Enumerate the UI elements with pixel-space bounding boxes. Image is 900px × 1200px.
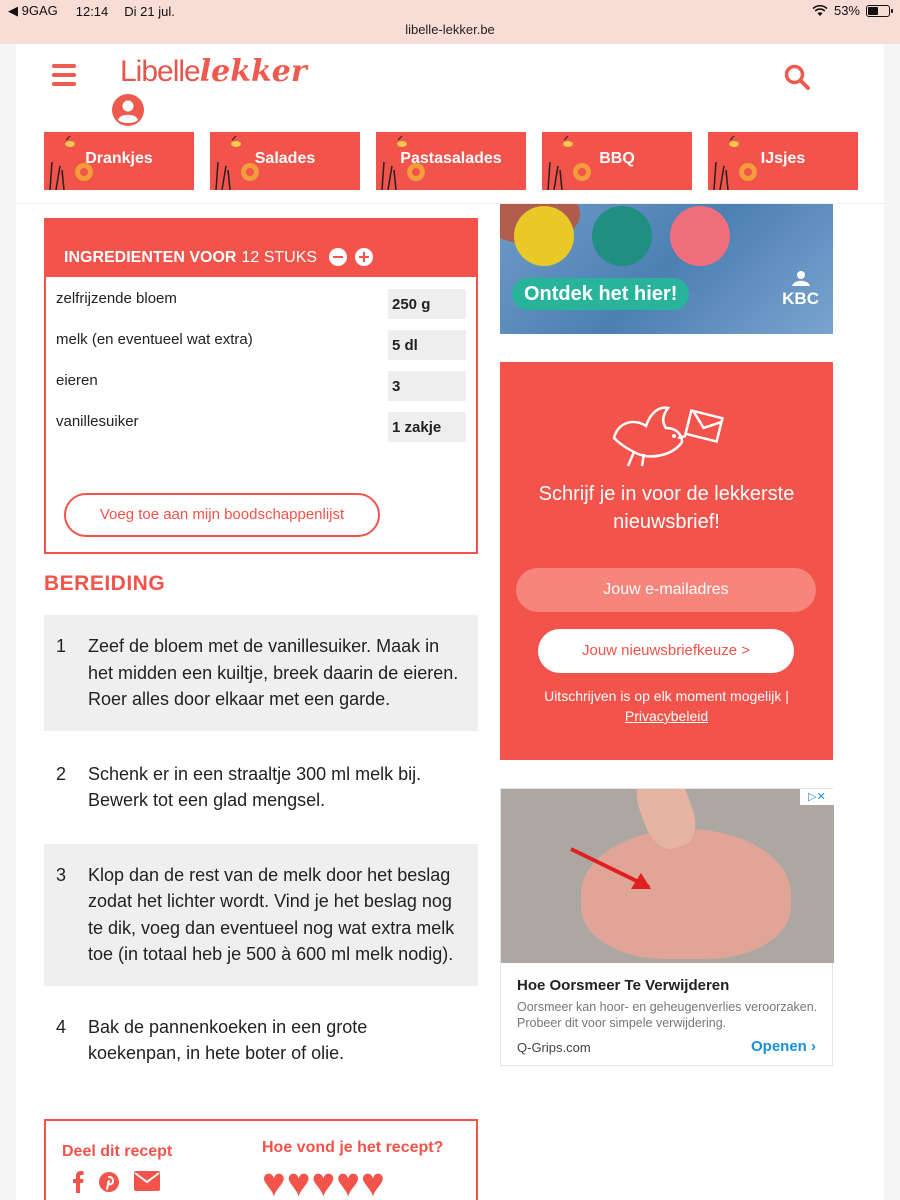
status-left (8, 3, 175, 19)
battery-percent: 53% (833, 3, 860, 18)
heart-icon[interactable]: ♥ (311, 1161, 336, 1200)
wifi-icon (812, 5, 828, 17)
step-number: 4 (56, 1016, 67, 1037)
ad-open-button[interactable]: Openen › (750, 1038, 816, 1055)
step-text: Schenk er in een straaltje 300 ml melk bij. Bewerk tot een glad mengsel. (88, 763, 422, 810)
kbc-ad-cta[interactable]: Ontdek het hier! (512, 278, 689, 310)
status-right (812, 3, 890, 18)
share-title: Deel dit recept (62, 1143, 173, 1160)
email-input[interactable]: Jouw e-mailadres (516, 568, 816, 612)
newsletter-signup (500, 362, 833, 760)
pinterest-icon[interactable] (98, 1171, 120, 1193)
newsletter-note: Uitschrijven is op elk moment mogelijk | Privacybeleid (544, 688, 789, 724)
heart-icon[interactable]: ♥ (336, 1161, 360, 1200)
ring-product-circle (592, 206, 652, 266)
ad-image[interactable] (501, 789, 834, 963)
preparation-title: BEREIDING (44, 572, 166, 595)
category-drankjes[interactable]: Drankjes (44, 132, 194, 190)
bird-envelope-icon (604, 392, 728, 468)
recipe-feedback (44, 1119, 478, 1200)
heart-icon[interactable]: ♥ (262, 1161, 286, 1200)
category-pastasalades[interactable]: Pastasalades (376, 132, 526, 190)
status-time: 12:14 (75, 3, 109, 19)
category-nav (44, 132, 858, 190)
url-bar[interactable]: libelle-lekker.be (405, 22, 495, 37)
chevron-right-icon: › (811, 1038, 816, 1055)
newsletter-heading: Schrijf je in voor de lekkerste nieuwsbrief! (538, 483, 795, 533)
ad-description: Oorsmeer kan hoor- en geheugenverlies veroorzaken. Probeer dit voor simpele verwijdering. (517, 1000, 818, 1030)
ingredients-title: INGREDIENTEN VOOR (64, 248, 237, 266)
ingredient-name: melk (en eventueel wat extra) (56, 331, 253, 348)
step-number: 1 (56, 636, 67, 656)
preparation-step (44, 731, 478, 844)
site-header (16, 44, 884, 204)
ingredient-quantity: 1 zakje (388, 412, 466, 442)
step-text: Zeef de bloem met de vanillesuiker. Maak in het midden een kuiltje, breek daarin de eieren. Roer alles door elkaar met een garde. (88, 636, 459, 709)
servings-count: 12 STUKS (241, 248, 318, 266)
rating-hearts (262, 1163, 385, 1200)
ad-source: Q-Grips.com (517, 1040, 591, 1055)
ad-title[interactable]: Hoe Oorsmeer Te Verwijderen (517, 977, 730, 994)
red-arrow-icon (501, 789, 834, 963)
step-text: Bak de pannenkoeken in een grote koekenpan, in hete boter of olie. (88, 1016, 368, 1063)
preparation-step (44, 615, 478, 731)
watch-product-circle (670, 206, 730, 266)
kbc-person-icon (790, 270, 812, 286)
heart-icon[interactable]: ♥ (361, 1161, 385, 1200)
page (16, 44, 884, 1200)
ingredients-box (44, 218, 478, 554)
ingredient-row (56, 283, 466, 324)
share-icons (72, 1171, 160, 1193)
back-to-app[interactable]: ◀ 9GAG (8, 3, 58, 18)
increase-servings-icon[interactable] (355, 248, 373, 266)
status-date: Di 21 jul. (124, 3, 175, 19)
ingredient-row (56, 365, 466, 406)
ingredient-list (46, 277, 476, 447)
step-number: 3 (56, 864, 67, 885)
category-salades[interactable]: Salades (210, 132, 360, 190)
search-icon[interactable] (784, 64, 810, 90)
kbc-ad-banner[interactable] (500, 204, 833, 334)
ring-product-circle (514, 206, 574, 266)
ingredient-name: vanillesuiker (56, 413, 139, 430)
ingredient-name: zelfrijzende bloem (56, 290, 177, 307)
add-to-shopping-list-button[interactable]: Voeg toe aan mijn boodschappenlijst (64, 493, 380, 537)
preparation-step (44, 986, 478, 1085)
adchoices-icon[interactable]: ▷✕ (800, 789, 834, 805)
step-number: 2 (56, 763, 67, 784)
battery-icon (866, 5, 890, 17)
privacy-link[interactable]: Privacybeleid (624, 708, 709, 724)
heart-icon[interactable]: ♥ (286, 1161, 311, 1200)
user-icon[interactable] (112, 94, 144, 126)
ingredients-header (46, 220, 476, 277)
rating-title: Hoe vond je het recept? (262, 1139, 444, 1156)
category-ijsjes[interactable]: IJsjes (708, 132, 858, 190)
ingredient-name: eieren (56, 372, 98, 389)
ingredient-row (56, 406, 466, 447)
preparation-step (44, 844, 478, 986)
menu-icon[interactable] (52, 64, 76, 86)
kbc-logo: KBC (782, 270, 819, 308)
step-text: Klop dan de rest van de melk door het beslag zodat het lichter wordt. Vind je het beslag nog te dik, voeg dan eventueel nog wat extra melk toe (in totaal heb je 500 à 600 ml melk nodig). (88, 864, 455, 964)
ingredient-row (56, 324, 466, 365)
status-bar (0, 0, 900, 44)
preparation-steps (44, 615, 478, 1085)
decrease-servings-icon[interactable] (329, 248, 347, 266)
ingredient-quantity: 250 g (388, 289, 466, 319)
email-icon[interactable] (134, 1171, 160, 1191)
category-bbq[interactable]: BBQ (542, 132, 692, 190)
site-logo[interactable]: Libellelekker (120, 54, 307, 89)
newsletter-choice-button[interactable]: Jouw nieuwsbriefkeuze > (538, 629, 794, 673)
native-ad[interactable] (500, 788, 833, 1066)
ingredient-quantity: 5 dl (388, 330, 466, 360)
facebook-icon[interactable] (72, 1171, 84, 1193)
ingredient-quantity: 3 (388, 371, 466, 401)
